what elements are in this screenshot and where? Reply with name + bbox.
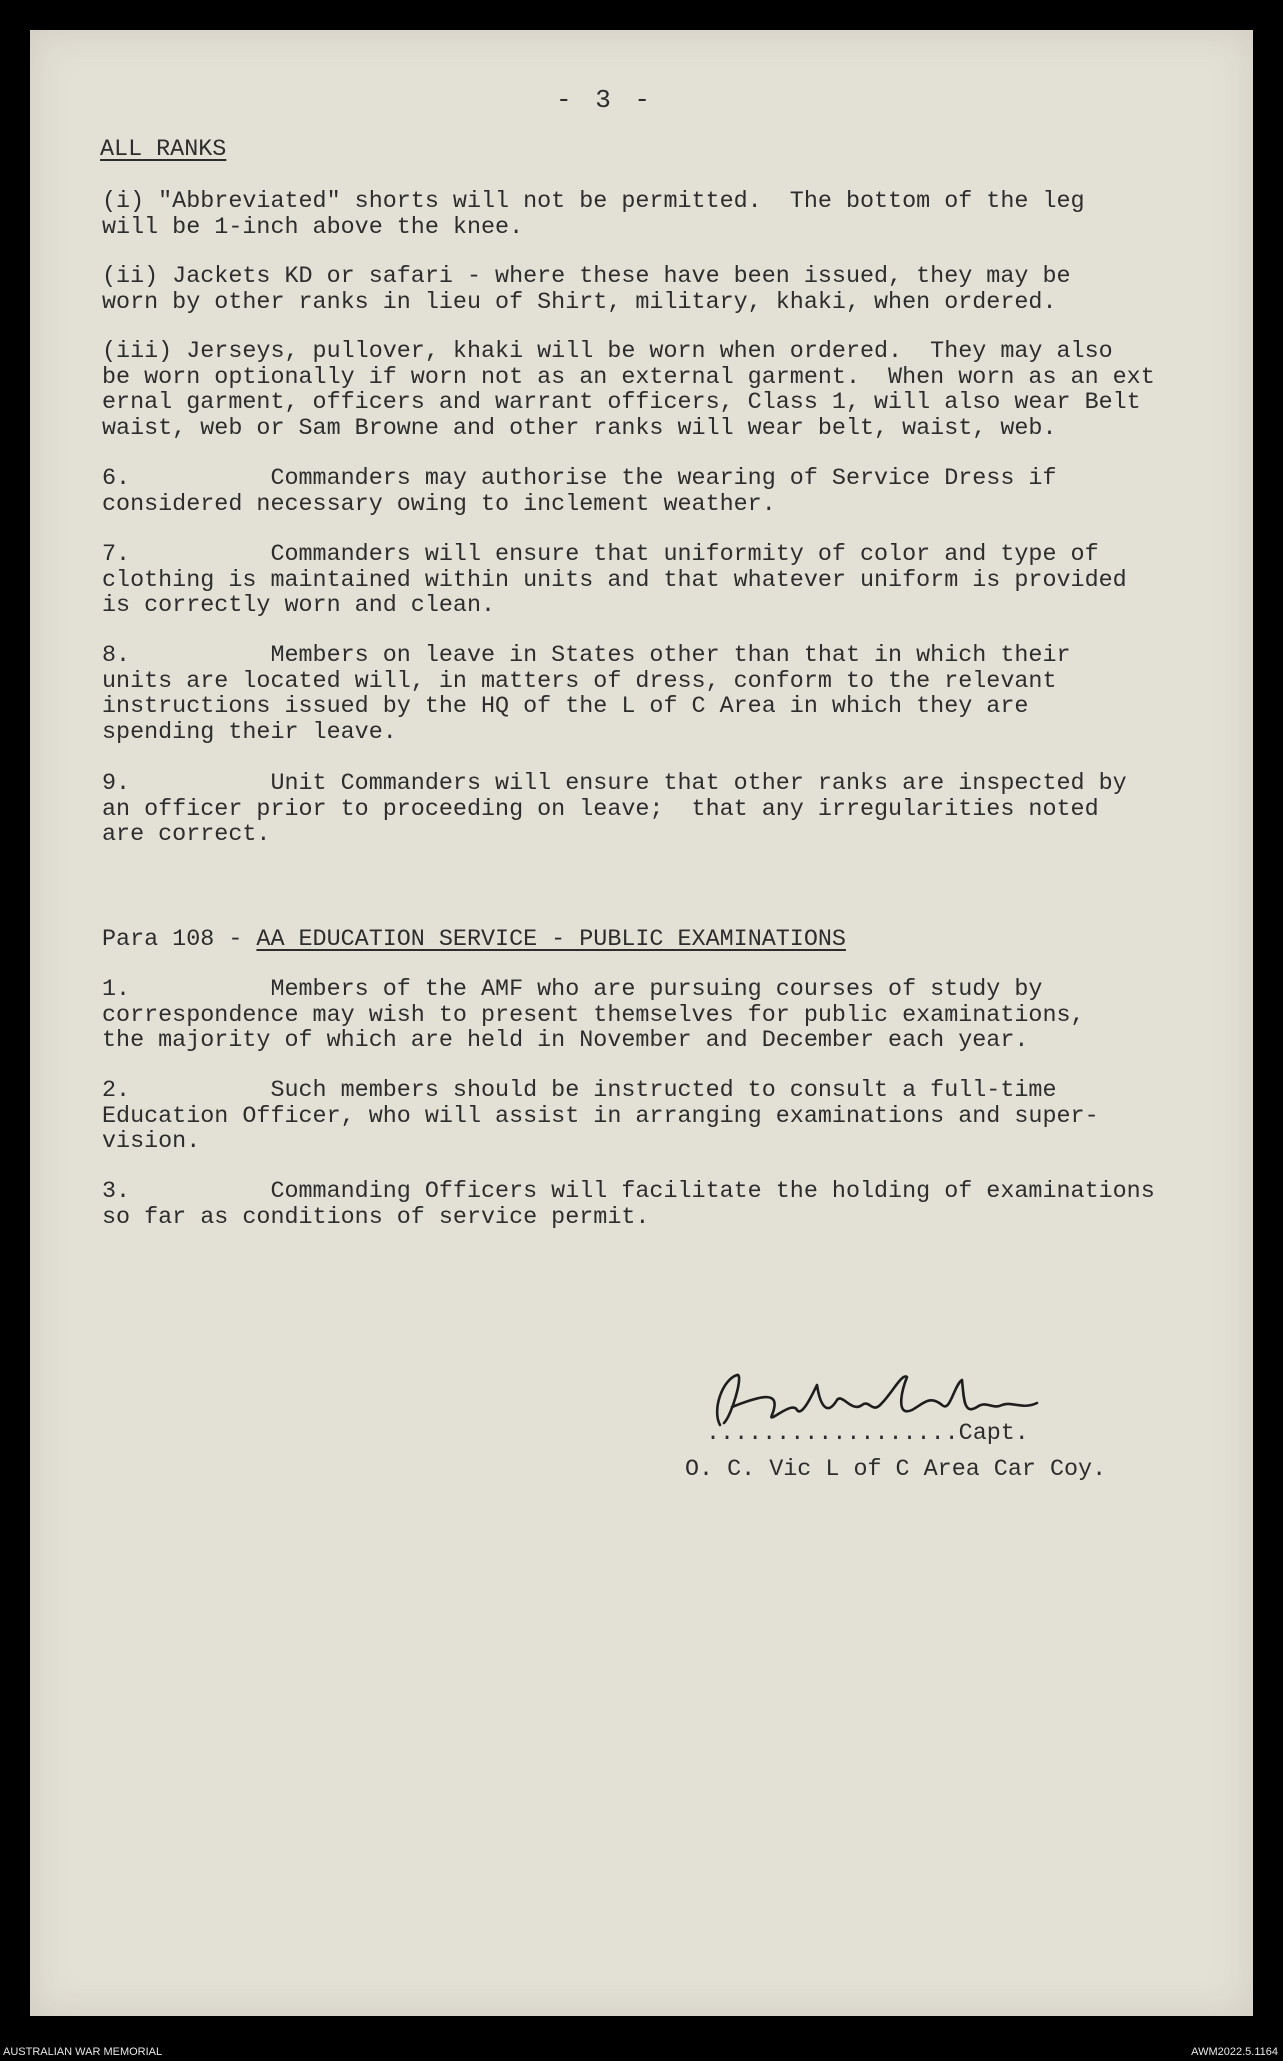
paragraph-i: (i) "Abbreviated" shorts will not be permitted. The bottom of the leg will be 1-inch above the knee. xyxy=(102,189,1085,241)
para-108-heading xyxy=(102,928,846,954)
para-108-title: AA EDUCATION SERVICE - PUBLIC EXAMINATIONS xyxy=(256,927,846,953)
education-paragraph-3: 3. Commanding Officers will facilitate the holding of examinations so far as conditions of service permit. xyxy=(102,1179,1155,1231)
signature-dotted-line: ..................Capt. xyxy=(706,1421,1029,1447)
paragraph-7: 7. Commanders will ensure that uniformity of color and type of clothing is maintained within units and that whatever uniform is provided is correctly worn and clean. xyxy=(102,542,1127,619)
footer-institution: AUSTRALIAN WAR MEMORIAL xyxy=(3,2046,163,2058)
paragraph-ii: (ii) Jackets KD or safari - where these have been issued, they may be worn by other ranks in lieu of Shirt, military, khaki, when ordered. xyxy=(102,264,1071,316)
education-paragraph-1: 1. Members of the AMF who are pursuing courses of study by correspondence may wish to present themselves for public examinations, the majority of which are held in November and December each year. xyxy=(102,977,1085,1054)
footer-accession-number: AWM2022.5.1164 xyxy=(1191,2046,1278,2058)
paragraph-9: 9. Unit Commanders will ensure that other ranks are inspected by an officer prior to proceeding on leave; that any irregularities noted are correct. xyxy=(102,771,1127,848)
heading-all-ranks: ALL RANKS xyxy=(100,137,227,163)
para-108-prefix: Para 108 - xyxy=(102,927,257,953)
paragraph-8: 8. Members on leave in States other than that in which their units are located will, in matters of dress, conform to the relevant instructions issued by the HQ of the L of C Area in which they are spending their leave. xyxy=(102,643,1071,746)
paragraph-6: 6. Commanders may authorise the wearing of Service Dress if considered necessary owing to inclement weather. xyxy=(102,466,1057,518)
signatory-title: O. C. Vic L of C Area Car Coy. xyxy=(685,1457,1107,1483)
page-number: - 3 - xyxy=(556,85,655,115)
paragraph-iii: (iii) Jerseys, pullover, khaki will be worn when ordered. They may also be worn optionally if worn not as an external garment. When worn as an ext ernal garment, officers and warrant officers, Class 1, will also wear Belt waist, web or Sam Browne and other ranks will wear belt, waist, web. xyxy=(102,339,1155,442)
education-paragraph-2: 2. Such members should be instructed to consult a full-time Education Officer, who will assist in arranging examinations and super- vision. xyxy=(102,1078,1099,1155)
